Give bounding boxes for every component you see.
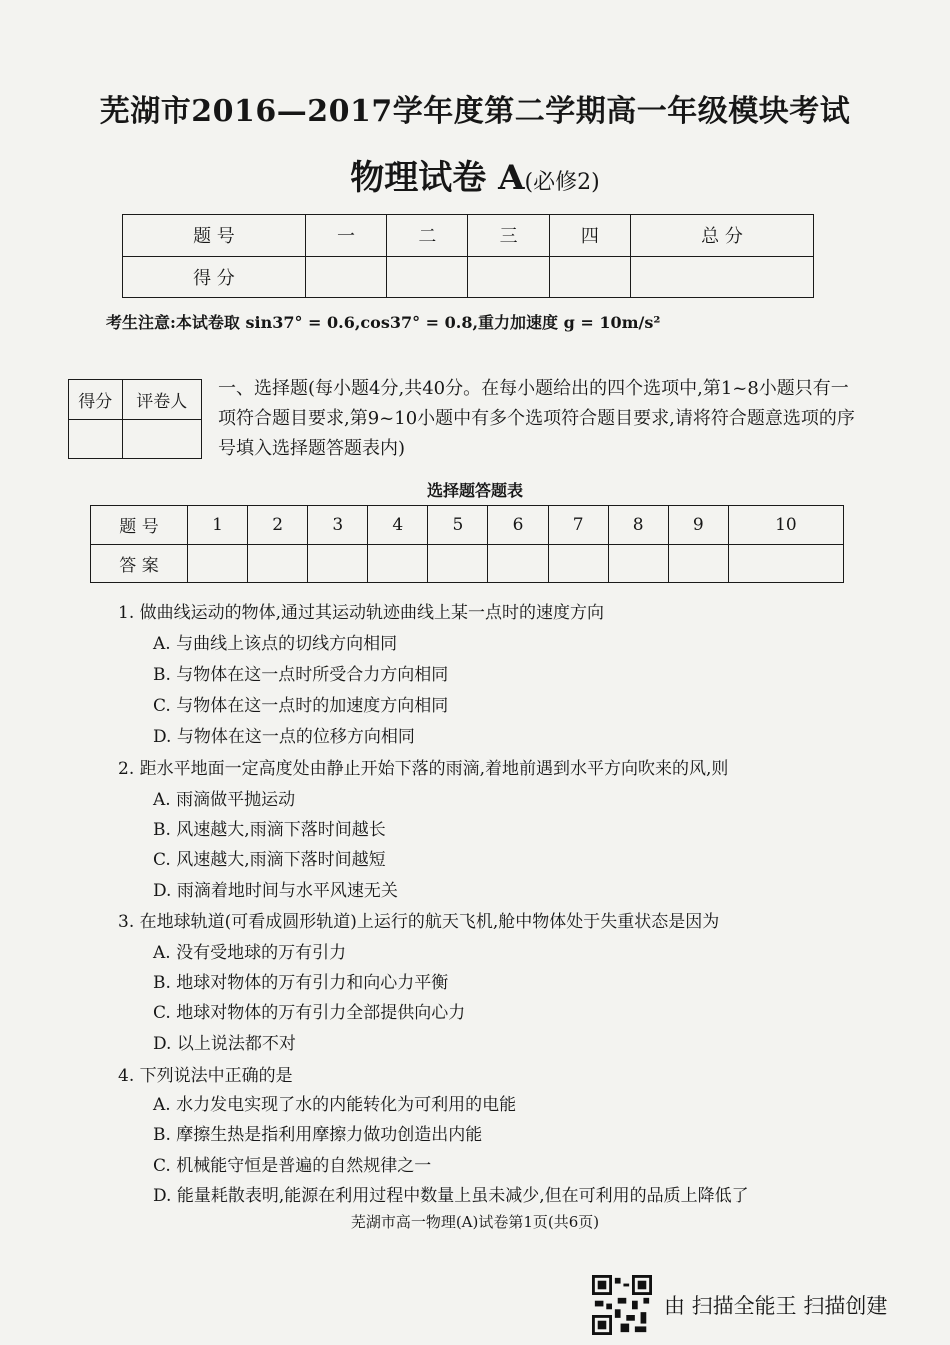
score-header-cell: 三 xyxy=(468,215,549,257)
answer-row-label: 答 案 xyxy=(91,544,188,583)
answer-number-cell: 4 xyxy=(368,506,428,545)
answer-number-cell: 5 xyxy=(428,506,488,545)
question-3-option-d: D. 以上说法都不对 xyxy=(153,1034,296,1054)
score-cell xyxy=(631,256,814,298)
question-1-option-d: D. 与物体在这一点的位移方向相同 xyxy=(153,727,415,747)
score-header-cell: 二 xyxy=(387,215,468,257)
score-cell xyxy=(387,256,468,298)
question-3-option-b: B. 地球对物体的万有引力和向心力平衡 xyxy=(153,973,449,993)
answer-number-cell: 2 xyxy=(248,506,308,545)
answer-number-cell: 8 xyxy=(608,506,668,545)
grader-name-cell xyxy=(122,419,202,459)
score-cell xyxy=(468,256,549,298)
question-3-option-c: C. 地球对物体的万有引力全部提供向心力 xyxy=(153,1003,466,1023)
score-header-cell: 四 xyxy=(549,215,630,257)
question-1-option-a: A. 与曲线上该点的切线方向相同 xyxy=(153,634,398,654)
question-1-option-c: C. 与物体在这一点时的加速度方向相同 xyxy=(153,696,449,716)
answer-number-cell: 10 xyxy=(728,506,843,545)
score-header-cell: 题 号 xyxy=(123,215,306,257)
subtitle-main: 物理试卷 A xyxy=(350,158,525,198)
question-2-option-b: B. 风速越大,雨滴下落时间越长 xyxy=(153,820,386,840)
answer-number-cell: 9 xyxy=(668,506,728,545)
question-3-stem: 3. 在地球轨道(可看成圆形轨道)上运行的航天飞机,舱中物体处于失重状态是因为 xyxy=(118,912,720,932)
grader-score-label: 得分 xyxy=(69,380,123,420)
answer-cell xyxy=(548,544,608,583)
qr-code-icon xyxy=(592,1275,652,1335)
score-header-cell: 一 xyxy=(305,215,386,257)
answer-cell xyxy=(728,544,843,583)
score-table-header-row xyxy=(123,215,814,257)
answer-number-cell: 3 xyxy=(308,506,368,545)
question-2-option-d: D. 雨滴着地时间与水平风速无关 xyxy=(153,881,398,901)
question-1-stem: 1. 做曲线运动的物体,通过其运动轨迹曲线上某一点时的速度方向 xyxy=(118,603,605,623)
score-header-cell: 总 分 xyxy=(631,215,814,257)
answer-cell xyxy=(248,544,308,583)
answer-number-row xyxy=(91,506,844,545)
grader-name-label: 评卷人 xyxy=(122,380,202,420)
answer-number-cell: 7 xyxy=(548,506,608,545)
answer-number-cell: 6 xyxy=(488,506,548,545)
question-4-option-a: A. 水力发电实现了水的内能转化为可利用的电能 xyxy=(153,1095,517,1115)
answer-cell xyxy=(188,544,248,583)
question-2-option-c: C. 风速越大,雨滴下落时间越短 xyxy=(153,850,386,870)
answer-number-cell: 1 xyxy=(188,506,248,545)
score-cell xyxy=(305,256,386,298)
answer-fill-row xyxy=(91,544,844,583)
score-cell xyxy=(549,256,630,298)
subtitle-sub: (必修2) xyxy=(524,170,600,195)
answer-table xyxy=(90,505,844,583)
question-1-option-b: B. 与物体在这一点时所受合力方向相同 xyxy=(153,665,449,685)
answer-cell xyxy=(608,544,668,583)
question-4-stem: 4. 下列说法中正确的是 xyxy=(118,1066,293,1086)
answer-cell xyxy=(668,544,728,583)
question-4-option-c: C. 机械能守恒是普遍的自然规律之一 xyxy=(153,1156,432,1176)
answer-cell xyxy=(488,544,548,583)
exam-notice: 考生注意:本试卷取 sin37° = 0.6,cos37° = 0.8,重力加速度 g = 10m/s² xyxy=(106,313,661,332)
score-table-score-row xyxy=(123,256,814,298)
page-footer: 芜湖市高一物理(A)试卷第1页(共6页) xyxy=(350,1213,600,1231)
question-3-option-a: A. 没有受地球的万有引力 xyxy=(153,943,347,963)
question-2-option-a: A. 雨滴做平抛运动 xyxy=(153,790,296,810)
answer-cell xyxy=(308,544,368,583)
question-4-option-b: B. 摩擦生热是指利用摩擦力做功创造出内能 xyxy=(153,1125,483,1145)
grader-score-cell xyxy=(69,419,123,459)
grader-table xyxy=(68,379,202,459)
scanner-watermark: 由 扫描全能王 扫描创建 xyxy=(664,1294,888,1318)
score-row-label: 得 分 xyxy=(123,256,306,298)
question-4-option-d: D. 能量耗散表明,能源在利用过程中数量上虽未减少,但在可利用的品质上降低了 xyxy=(153,1186,749,1206)
exam-subtitle xyxy=(0,150,950,199)
answer-table-title: 选择题答题表 xyxy=(426,481,523,500)
question-2-stem: 2. 距水平地面一定高度处由静止开始下落的雨滴,着地前遇到水平方向吹来的风,则 xyxy=(118,759,729,779)
answer-cell xyxy=(428,544,488,583)
score-table xyxy=(122,214,814,298)
answer-row-label: 题 号 xyxy=(91,506,188,545)
section-one-heading: 一、选择题(每小题4分,共40分。在每小题给出的四个选项中,第1~8小题只有一项符合题目要求,第9~10小题中有多个选项符合题目要求,请将符合题意选项的序号填入选择题答题表内) xyxy=(218,378,855,459)
exam-title: 芜湖市2016—2017学年度第二学期高一年级模块考试 xyxy=(99,94,851,129)
answer-cell xyxy=(368,544,428,583)
